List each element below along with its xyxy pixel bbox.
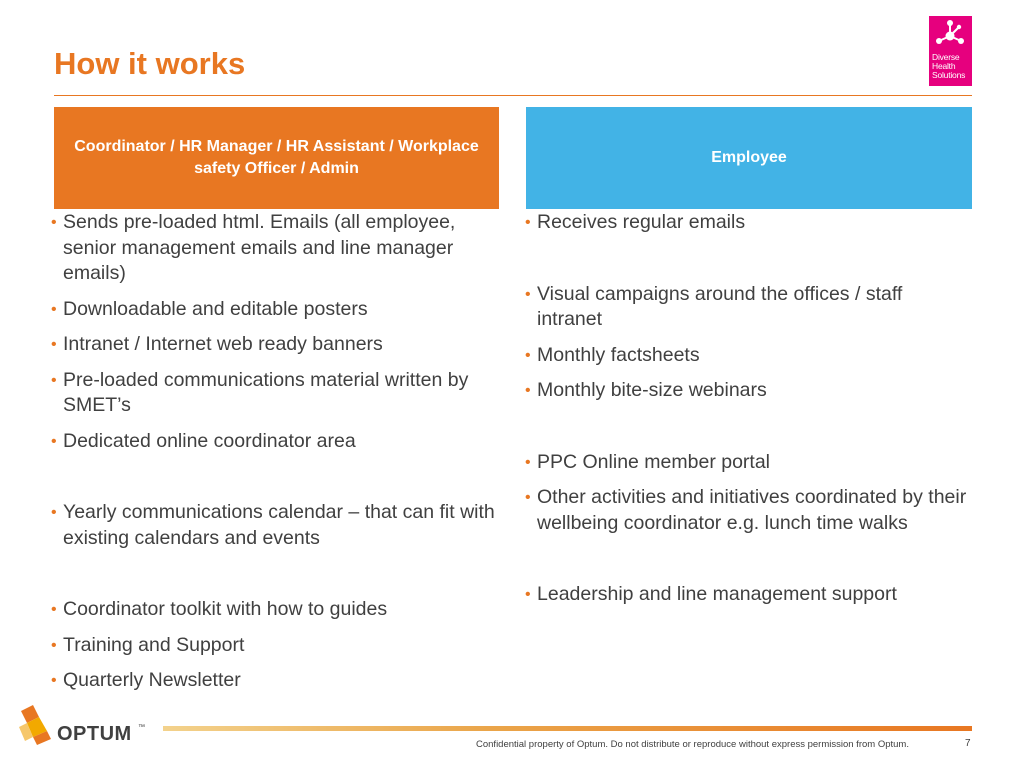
list-item-text: Intranet / Internet web ready banners: [63, 333, 383, 355]
list-item-text: Training and Support: [63, 633, 245, 656]
bullet-icon: •: [51, 300, 57, 318]
list-item: [46, 500, 501, 551]
list-item: [520, 282, 972, 333]
list-item-text: Sends pre-loaded html. Emails (all employee, senior management emails and line manager emails): [63, 211, 456, 284]
bullet-icon: •: [525, 489, 531, 506]
list-item: [46, 429, 501, 455]
title-divider: [54, 95, 972, 96]
page-number: 7: [965, 738, 971, 749]
list-item-text: Monthly factsheets: [537, 343, 700, 366]
list-item: [46, 210, 501, 287]
list-item: [520, 450, 972, 476]
list-item: [46, 633, 501, 659]
bullet-icon: •: [51, 432, 57, 450]
bullet-icon: •: [51, 636, 57, 654]
trademark-mark: ™: [138, 724, 145, 731]
bullet-icon: •: [51, 601, 57, 618]
list-item: [46, 297, 501, 323]
coordinator-column-header: Coordinator / HR Manager / HR Assistant / Workplace safety Officer / Admin: [54, 107, 499, 209]
list-item: [520, 343, 972, 369]
list-item-text: Pre-loaded communications material written by SMET’s: [63, 368, 469, 416]
list-item: [520, 582, 972, 608]
employee-column-header: Employee: [526, 107, 972, 209]
list-item-text: Dedicated online coordinator area: [63, 429, 356, 452]
bullet-icon: •: [51, 672, 57, 689]
bullet-icon: •: [525, 382, 531, 399]
bullet-icon: •: [51, 214, 57, 231]
list-item-text: Other activities and initiatives coordinated by their wellbeing coordinator e.g. lunch time walks: [537, 486, 967, 534]
bullet-icon: •: [525, 586, 531, 603]
list-item: [46, 368, 501, 419]
list-item: [46, 332, 501, 358]
list-item-text: Downloadable and editable posters: [63, 297, 368, 320]
list-item: [520, 485, 972, 536]
bullet-icon: •: [51, 504, 57, 521]
list-item-text: Coordinator toolkit with how to guides: [63, 598, 388, 620]
list-item-text: Monthly bite-size webinars: [537, 379, 767, 401]
list-item-text: Yearly communications calendar – that can fit with existing calendars and events: [63, 501, 495, 549]
employee-bullet-list: [520, 210, 972, 608]
coordinator-bullet-list: [46, 210, 501, 694]
list-item: [520, 210, 972, 236]
page-title: How it works: [54, 46, 246, 81]
list-item-text: Leadership and line management support: [537, 583, 897, 605]
list-item-text: Quarterly Newsletter: [63, 669, 241, 691]
list-item: [46, 668, 501, 694]
list-item-text: PPC Online member portal: [537, 450, 771, 473]
bullet-icon: •: [51, 336, 57, 353]
footer-divider: [163, 726, 972, 731]
optum-wordmark: OPTUM: [57, 723, 132, 745]
bullet-icon: •: [525, 285, 531, 303]
brand-tile-text: Diverse Health Solutions: [932, 52, 966, 80]
list-item: [46, 597, 501, 623]
list-item-text: Visual campaigns around the offices / staff intranet: [537, 282, 903, 330]
molecule-icon: [934, 19, 967, 52]
optum-logo-icon: [17, 703, 57, 747]
bullet-icon: •: [51, 371, 57, 389]
confidentiality-notice: Confidential property of Optum. Do not distribute or reproduce without express permission from Optum.: [476, 739, 909, 750]
list-item-text: Receives regular emails: [537, 211, 746, 233]
diverse-health-solutions-logo: [929, 16, 972, 86]
bullet-icon: •: [525, 346, 531, 364]
bullet-icon: •: [525, 214, 531, 231]
list-item: [520, 378, 972, 404]
bullet-icon: •: [525, 453, 531, 471]
